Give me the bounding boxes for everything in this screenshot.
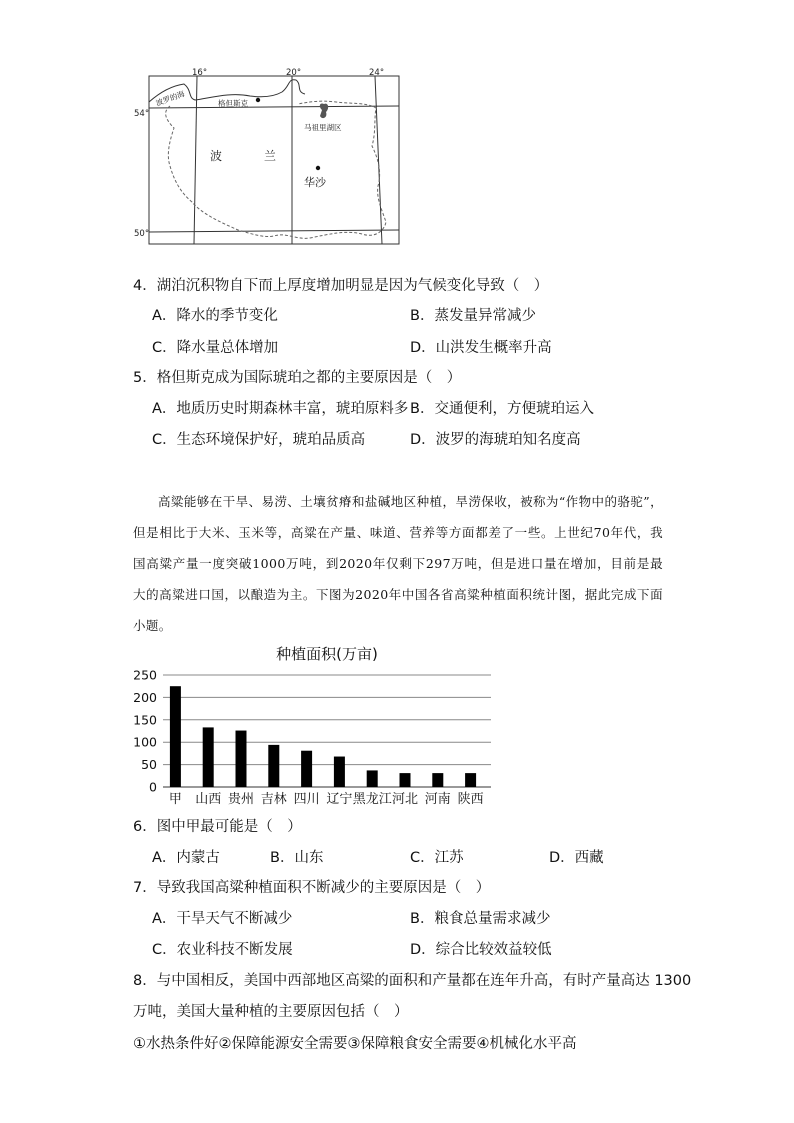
q8-stem-line2: 万吨，美国大量种植的主要原因包括（ ） [133, 1004, 409, 1020]
q4-option-d[interactable]: D．山洪发生概率升高 [410, 340, 552, 356]
y-tick-label: 150 [133, 712, 157, 728]
x-tick-label: 河北 [391, 792, 419, 807]
q6-option-c[interactable]: C．江苏 [410, 850, 464, 866]
q5-option-d[interactable]: D．波罗的海琥珀知名度高 [410, 432, 581, 448]
q7-option-d[interactable]: D．综合比较效益较低 [410, 942, 552, 958]
bar [465, 773, 476, 787]
x-tick-label: 陕西 [457, 792, 484, 807]
lon-16-label: 16° [192, 68, 208, 78]
x-tick-label: 辽宁 [326, 792, 353, 807]
bar [268, 745, 279, 787]
gdansk-dot [256, 98, 260, 102]
q6-option-b[interactable]: B．山东 [270, 850, 324, 866]
chart-title: 种植面积(万亩) [276, 645, 378, 663]
q4-option-c[interactable]: C．降水量总体增加 [152, 340, 279, 356]
q6-stem: 6．图中甲最可能是（ ） [133, 819, 302, 835]
y-tick-label: 50 [141, 757, 157, 773]
warsaw-label: 华沙 [304, 176, 326, 189]
country-char-2: 兰 [264, 149, 277, 163]
q4-option-b[interactable]: B．蒸发量异常减少 [410, 308, 536, 324]
lon-20-label: 20° [286, 68, 302, 78]
parallel-50 [149, 230, 399, 232]
x-tick-label: 黑龙江 [352, 792, 392, 807]
country-char-1: 波 [210, 149, 223, 163]
x-tick-label: 吉林 [260, 792, 287, 807]
y-tick-label: 200 [133, 689, 157, 705]
q6-option-a[interactable]: A．内蒙古 [152, 850, 220, 866]
q5-option-a[interactable]: A．地质历史时期森林丰富，琥珀原料多 [152, 401, 409, 417]
lat-54-label: 54° [134, 109, 150, 119]
bar [170, 686, 181, 787]
q7-option-a[interactable]: A．干旱天气不断减少 [152, 911, 293, 927]
sea-label: 波罗的海 [154, 89, 186, 108]
x-tick-label: 贵州 [227, 792, 255, 807]
warsaw-dot [316, 166, 320, 170]
q4-stem: 4．湖泊沉积物自下而上厚度增加明显是因为气候变化导致（ ） [133, 278, 549, 294]
poland-map [134, 62, 410, 247]
bar [203, 727, 214, 787]
gdansk-label: 格但斯克 [218, 99, 248, 108]
bar [334, 757, 345, 787]
bar [236, 731, 247, 787]
bar [400, 773, 411, 787]
x-tick-label: 河南 [424, 792, 451, 807]
lon-24-label: 24° [369, 68, 385, 78]
sorghum-passage [133, 486, 663, 641]
masuria-label: 马祖里湖区 [304, 123, 342, 132]
meridian-24 [375, 76, 382, 244]
y-tick-label: 0 [149, 779, 157, 795]
bar [367, 770, 378, 787]
x-tick-label: 四川 [293, 792, 320, 807]
parallel-54 [149, 106, 399, 108]
masuria-lake-icon [320, 103, 328, 118]
q7-stem: 7．导致我国高粱种植面积不断减少的主要原因是（ ） [133, 880, 491, 896]
x-tick-label: 山西 [195, 792, 222, 807]
y-tick-label: 250 [133, 667, 157, 683]
q8-stem-line1: 8．与中国相反，美国中西部地区高粱的面积和产量都在连年升高，有时产量高达 1300 [133, 973, 692, 989]
x-tick-label: 甲 [168, 792, 182, 807]
q5-option-b[interactable]: B．交通便利，方便琥珀运入 [410, 401, 594, 417]
q6-option-d[interactable]: D．西藏 [549, 850, 604, 866]
q5-stem: 5．格但斯克成为国际琥珀之都的主要原因是（ ） [133, 370, 462, 386]
q7-option-c[interactable]: C．农业科技不断发展 [152, 942, 293, 958]
q4-option-a[interactable]: A．降水的季节变化 [152, 308, 278, 324]
bar [432, 773, 443, 787]
poland-border [166, 101, 386, 238]
q7-option-b[interactable]: B．粮食总量需求减少 [410, 911, 551, 927]
lat-50-label: 50° [134, 229, 150, 239]
y-tick-label: 100 [133, 734, 157, 750]
sorghum-area-chart [125, 640, 505, 810]
q5-option-c[interactable]: C．生态环境保护好，琥珀品质高 [152, 432, 366, 448]
passage-text: 高粱能够在干旱、易涝、土壤贫瘠和盐碱地区种植，旱涝保收，被称为“作物中的骆驼”，但是相比于大米、玉米等，高粱在产量、味道、营养等方面都差了一些。上世纪70年代，我国高粱产量一度突破1000万吨，到2020年仅剩下297万吨，但是进口量在增加，目前是最大的高粱进口国，以酿造为主。下图为2020年中国各省高粱种植面积统计图，据此完成下面小题。 [133, 494, 663, 633]
bar [301, 751, 312, 787]
meridian-16 [194, 76, 197, 244]
q8-items: ①水热条件好②保障能源安全需要③保障粮食安全需要④机械化水平高 [133, 1036, 577, 1052]
